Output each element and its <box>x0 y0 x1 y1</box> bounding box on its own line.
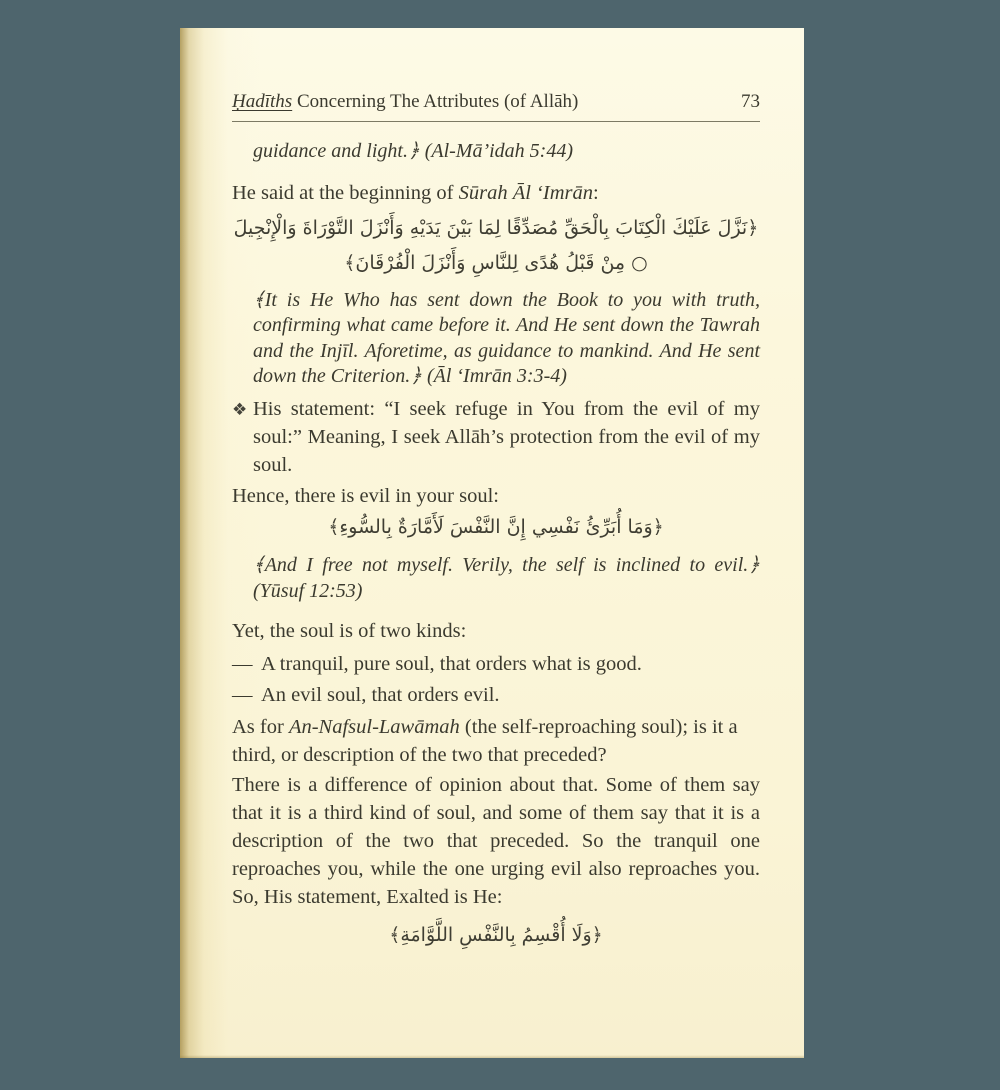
arabic-verse-1 <box>232 211 760 281</box>
arabic-verse-1-line-1: ﴿نَزَّلَ عَلَيْكَ الْكِتَابَ بِالْحَقِّ مُصَدِّقًا لِمَا بَيْنَ يَدَيْهِ وَأَنْزَلَ التَّوْرَاةَ وَالْإِنْجِيلَ <box>233 216 759 239</box>
hence-line: Hence, there is evil in your soul: <box>232 484 500 507</box>
as-for-pre: As for <box>232 716 289 739</box>
header-title-hadiths: Ḥadīths <box>232 91 293 112</box>
soul-kind-item-1 <box>232 650 760 678</box>
arabic-verse-2: ﴿وَمَا أُبَرِّئُ نَفْسِي إِنَّ النَّفْسَ لَأَمَّارَةٌ بِالسُّوءِ﴾ <box>328 515 664 538</box>
page-number: 73 <box>741 91 760 112</box>
surah-intro-post: : <box>592 181 599 204</box>
carryover-quote: guidance and light.﴿ (Al-Mā’idah 5:44) <box>253 140 573 162</box>
running-header <box>232 90 760 122</box>
as-for-paragraph <box>232 713 760 769</box>
as-for-term: An-Nafsul-Lawāmah <box>288 716 460 739</box>
surah-intro-name: Sūrah Āl ‘Imrān <box>458 181 593 204</box>
surah-intro-line <box>232 179 760 207</box>
book-page <box>180 28 804 1058</box>
page-content <box>232 90 760 953</box>
soul-kind-item-1-text: A tranquil, pure soul, that orders what is good. <box>261 653 642 676</box>
two-kinds-line: Yet, the soul is of two kinds: <box>232 620 467 643</box>
translation-verse-1: ﴾It is He Who has sent down the Book to you with truth, confirming what came before it. And He sent down the Tawrah and the Injīl. Aforetime, as guidance to mankind. And He sent down the Criterion.﴿ (Āl ‘Imrān 3:3-4) <box>253 288 760 388</box>
difference-paragraph: There is a difference of opinion about that. Some of them say that it is a third kind of soul, and some of them say that it is a description of the two that preceded. So the tranquil one reproaches you, while the one urging evil also reproaches you. So, His statement, Exalted is He: <box>232 774 760 909</box>
dash-icon: — <box>232 653 253 676</box>
soul-kind-item-2-text: An evil soul, that orders evil. <box>261 684 500 707</box>
as-for-post: (the self-reproaching soul); is it a third, or description of the two that preceded? <box>232 716 738 767</box>
surah-intro-pre: He said at the beginning of <box>232 181 459 204</box>
diamond-bullet-icon: ❖ <box>232 399 248 420</box>
soul-kind-item-2 <box>232 681 760 709</box>
translation-verse-2: ﴾And I free not myself. Verily, the self is inclined to evil.﴿ (Yūsuf 12:53) <box>253 553 760 602</box>
arabic-verse-1-line-2: ○ مِنْ قَبْلُ هُدًى لِلنَّاسِ وَأَنْزَلَ الْفُرْقَانَ﴾ <box>344 251 648 274</box>
header-title <box>232 90 578 114</box>
dash-icon: — <box>232 684 253 707</box>
arabic-verse-3: ﴿وَلَا أُقْسِمُ بِالنَّفْسِ اللَّوَّامَةِ﴾ <box>389 924 603 947</box>
statement-bullet-text: His statement: “I seek refuge in You from the evil of my soul:” Meaning, I seek Allāh’s protection from the evil of my soul. <box>253 397 760 476</box>
statement-bullet-item <box>232 395 760 479</box>
header-title-rest: Concerning The Attributes (of Allāh) <box>292 91 579 112</box>
